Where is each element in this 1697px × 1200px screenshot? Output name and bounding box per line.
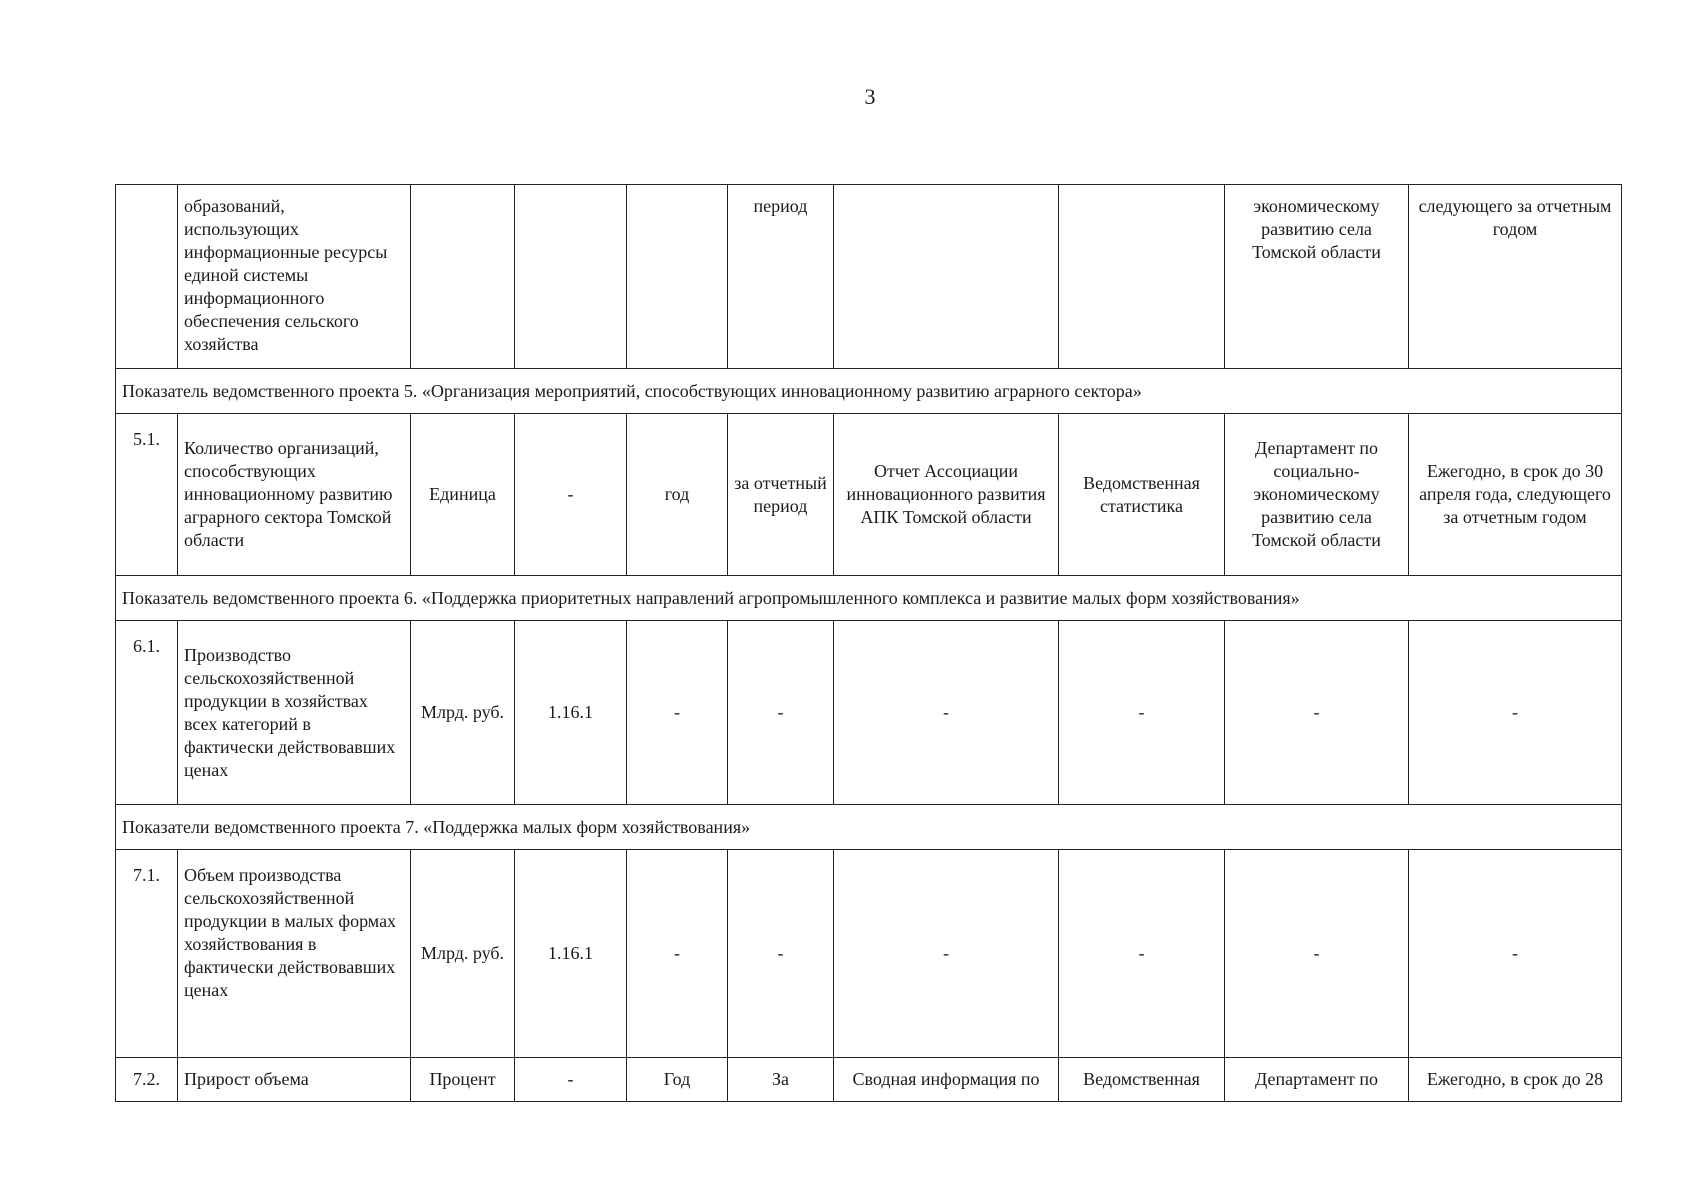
responsible: - xyxy=(1225,621,1409,805)
collection-method: Ведомственная статистика xyxy=(1059,414,1225,576)
code: - xyxy=(515,414,627,576)
table-row xyxy=(116,621,1622,805)
deadline: Ежегодно, в срок до 28 xyxy=(1409,1058,1622,1102)
section-title: Показатель ведомственного проекта 5. «Организация мероприятий, способствующих инновационному развитию аграрного сектора» xyxy=(116,369,1622,414)
data-source xyxy=(834,185,1059,369)
code: - xyxy=(515,1058,627,1102)
indicator-name: Прирост объема xyxy=(178,1058,411,1102)
indicator-name: Производство сельскохозяйственной продукции в хозяйствах всех категорий в фактически действовавших ценах xyxy=(178,621,411,805)
indicator-name: Объем производства сельскохозяйственной продукции в малых формах хозяйствования в фактически действовавших ценах xyxy=(178,850,411,1058)
collection-method xyxy=(1059,185,1225,369)
row-number: 6.1. xyxy=(116,621,178,805)
code: 1.16.1 xyxy=(515,850,627,1058)
data-source: - xyxy=(834,850,1059,1058)
data-source: Отчет Ассоциации инновационного развития АПК Томской области xyxy=(834,414,1059,576)
data-source: Сводная информация по xyxy=(834,1058,1059,1102)
periodicity: Год xyxy=(627,1058,728,1102)
deadline: Ежегодно, в срок до 30 апреля года, следующего за отчетным годом xyxy=(1409,414,1622,576)
table-row xyxy=(116,1058,1622,1102)
periodicity xyxy=(627,185,728,369)
row-number: 5.1. xyxy=(116,414,178,576)
deadline: - xyxy=(1409,850,1622,1058)
calc-period: За xyxy=(728,1058,834,1102)
section-header-row xyxy=(116,576,1622,621)
responsible: - xyxy=(1225,850,1409,1058)
collection-method: - xyxy=(1059,621,1225,805)
calc-period: период xyxy=(728,185,834,369)
unit: Млрд. руб. xyxy=(411,621,515,805)
table-row xyxy=(116,850,1622,1058)
section-title: Показатели ведомственного проекта 7. «Поддержка малых форм хозяйствования» xyxy=(116,805,1622,850)
responsible: Департамент по xyxy=(1225,1058,1409,1102)
calc-period: - xyxy=(728,621,834,805)
code: 1.16.1 xyxy=(515,621,627,805)
indicators-table xyxy=(115,184,1622,1102)
periodicity: год xyxy=(627,414,728,576)
table-row-continued xyxy=(116,185,1622,369)
calc-period: - xyxy=(728,850,834,1058)
deadline: следующего за отчетным годом xyxy=(1409,185,1622,369)
indicator-name: образований, использующих информационные ресурсы единой системы информационного обеспечения сельского хозяйства xyxy=(178,185,411,369)
responsible: Департамент по социально-экономическому развитию села Томской области xyxy=(1225,414,1409,576)
section-header-row xyxy=(116,369,1622,414)
deadline: - xyxy=(1409,621,1622,805)
row-number xyxy=(116,185,178,369)
unit: Процент xyxy=(411,1058,515,1102)
unit xyxy=(411,185,515,369)
code xyxy=(515,185,627,369)
data-source: - xyxy=(834,621,1059,805)
periodicity: - xyxy=(627,621,728,805)
unit: Единица xyxy=(411,414,515,576)
row-number: 7.1. xyxy=(116,850,178,1058)
responsible: экономическому развитию села Томской области xyxy=(1225,185,1409,369)
periodicity: - xyxy=(627,850,728,1058)
collection-method: - xyxy=(1059,850,1225,1058)
section-header-row xyxy=(116,805,1622,850)
calc-period: за отчетный период xyxy=(728,414,834,576)
collection-method: Ведомственная xyxy=(1059,1058,1225,1102)
row-number: 7.2. xyxy=(116,1058,178,1102)
page-number: 3 xyxy=(864,84,876,109)
section-title: Показатель ведомственного проекта 6. «Поддержка приоритетных направлений агропромышленного комплекса и развитие малых форм хозяйствования» xyxy=(116,576,1622,621)
table-row xyxy=(116,414,1622,576)
indicator-name: Количество организаций, способствующих инновационному развитию аграрного сектора Томской области xyxy=(178,414,411,576)
unit: Млрд. руб. xyxy=(411,850,515,1058)
